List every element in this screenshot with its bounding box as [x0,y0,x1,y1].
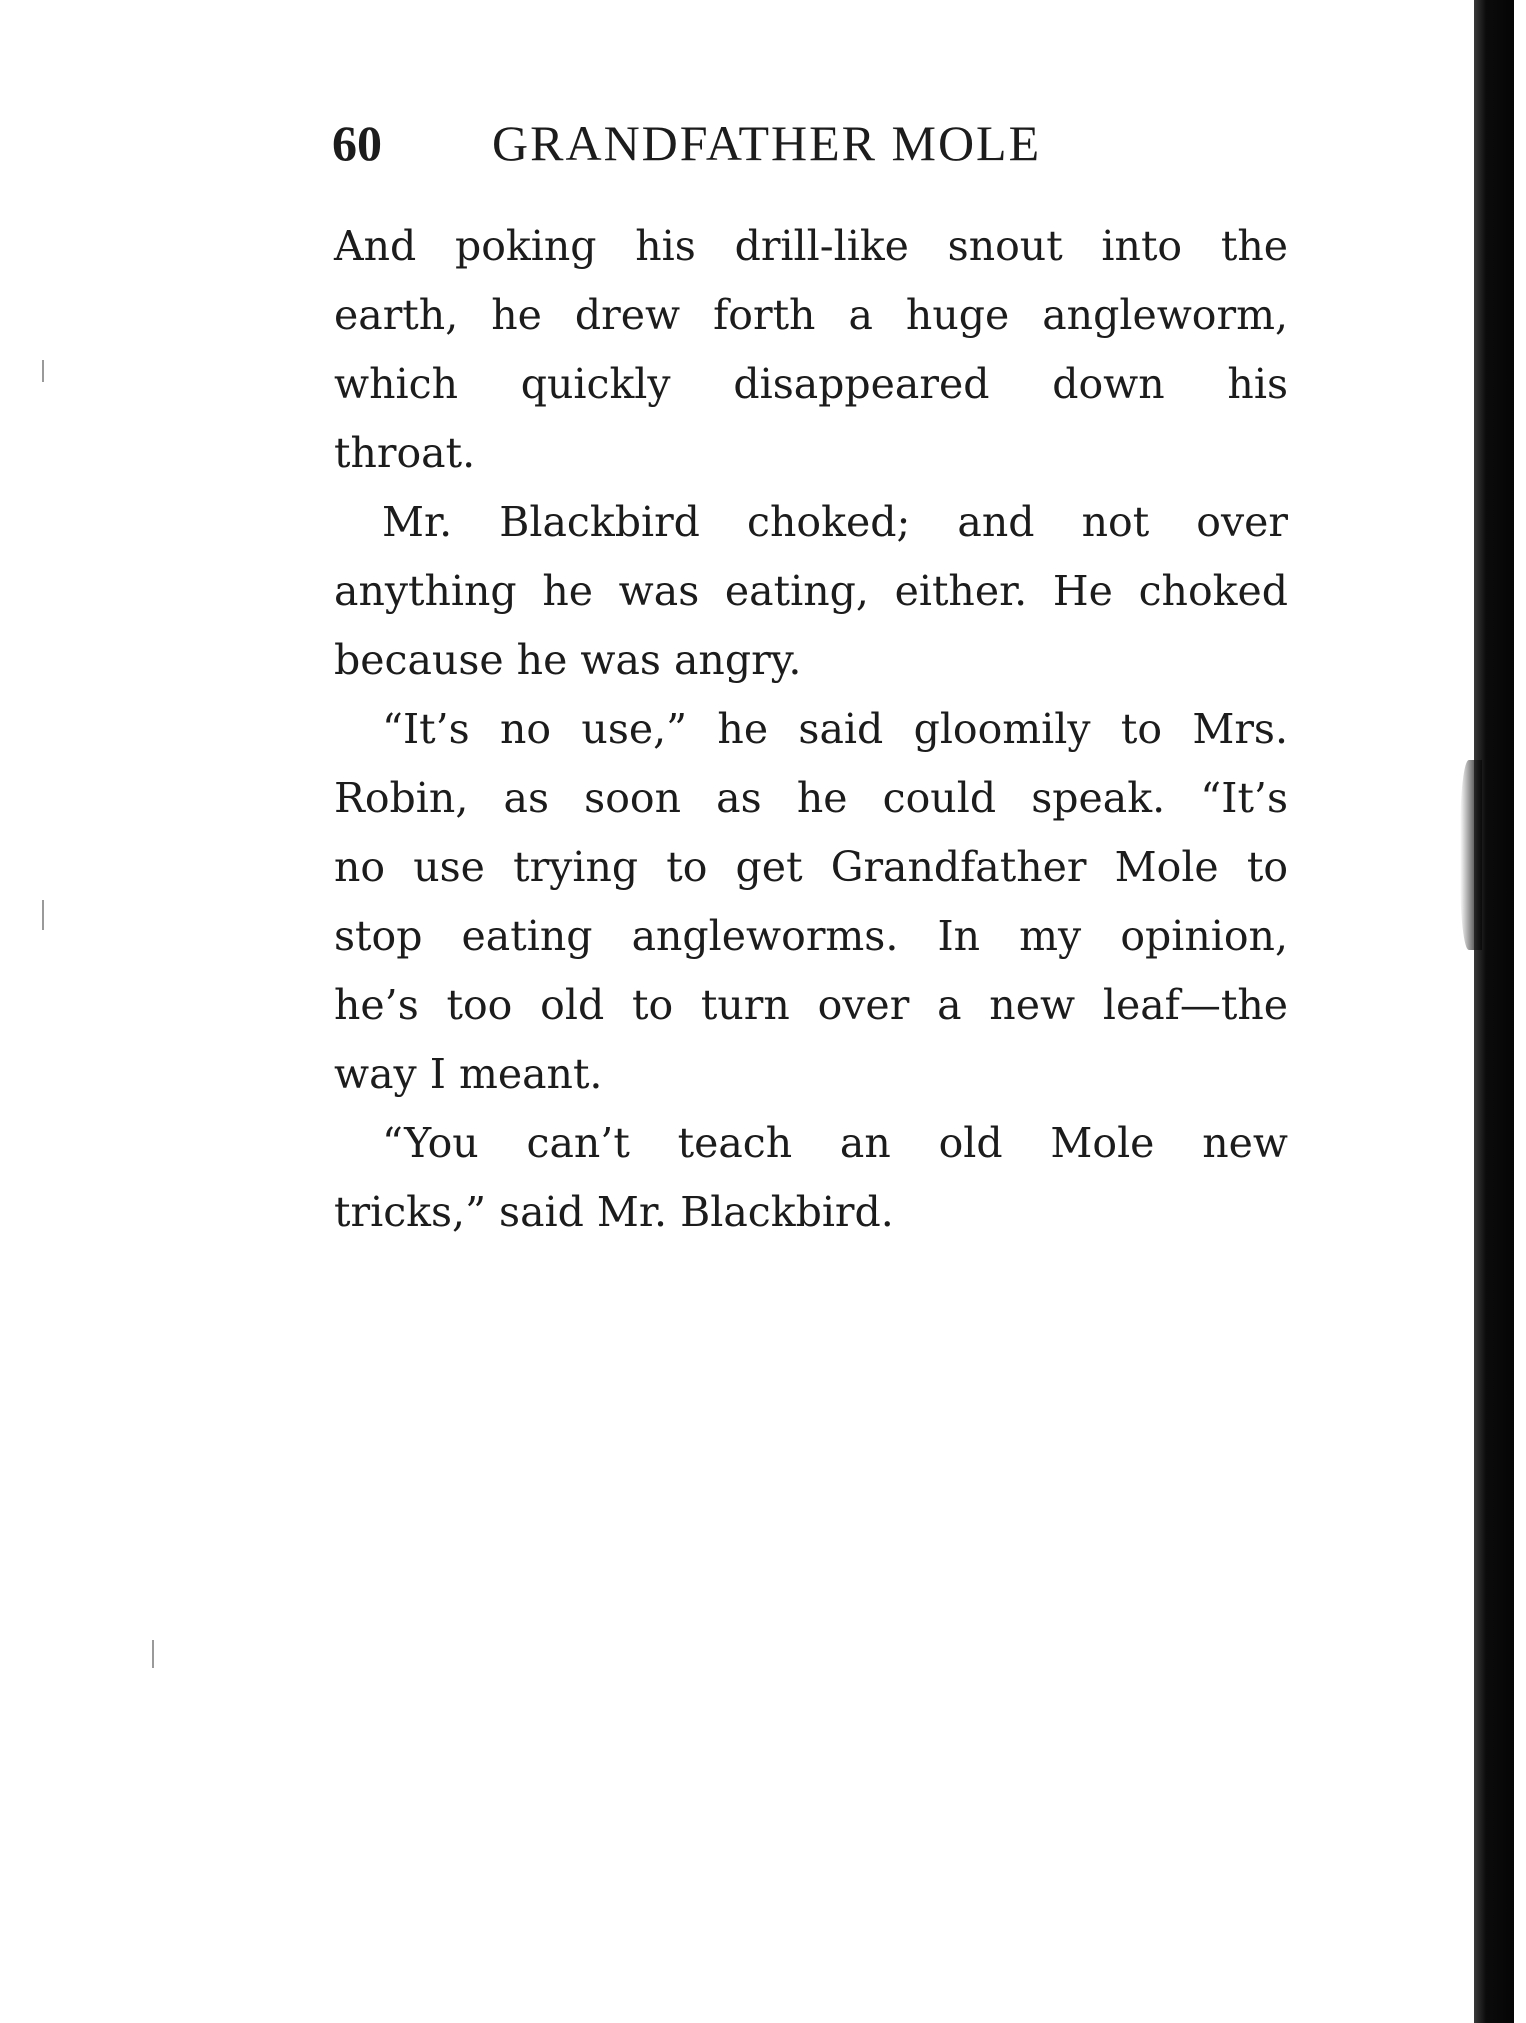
page-number: 60 [332,115,382,171]
paragraph [334,212,1288,488]
text-line: anything he was eating, either. He choked [334,567,1288,615]
text-line: he’s too old to turn over a new leaf—the [334,981,1288,1029]
text-line: Robin, as soon as he could speak. “It’s [334,774,1288,822]
text-line: “You can’t teach an old Mole new [382,1119,1288,1167]
text-line: Mr. Blackbird choked; and not over [382,498,1288,546]
text-line: earth, he drew forth a huge angleworm, [334,291,1288,339]
text-line: And poking his drill-like snout into the [334,222,1288,270]
paragraph [334,1109,1288,1247]
text-line: no use trying to get Grandfather Mole to [334,843,1288,891]
margin-speck [42,900,44,930]
paragraph [334,488,1288,695]
running-title: GRANDFATHER MOLE [492,115,1042,171]
paragraph [334,695,1288,1109]
running-header [332,108,1292,178]
text-line: because he was angry. [334,636,802,684]
text-line: way I meant. [334,1050,603,1098]
text-line: “It’s no use,” he said gloomily to Mrs. [382,705,1288,753]
text-line: throat. [334,429,476,477]
text-line: which quickly disappeared down his [334,360,1288,408]
margin-speck [152,1640,154,1668]
text-line: stop eating angleworms. In my opinion, [334,912,1288,960]
body-text [334,212,1288,1247]
text-line: tricks,” said Mr. Blackbird. [334,1188,894,1236]
margin-speck [42,360,44,382]
book-binding-edge [1474,0,1514,2023]
binding-shadow [1460,760,1482,950]
